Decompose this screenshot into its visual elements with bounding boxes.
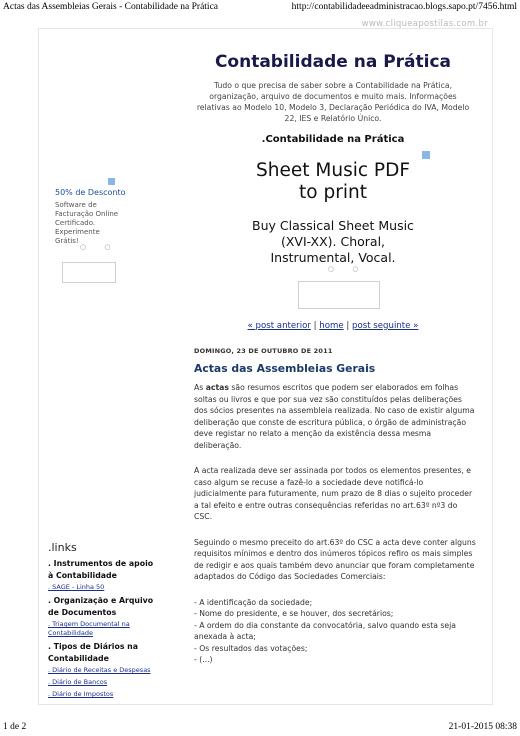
- post-list-item: - Os resultados das votações;: [194, 643, 308, 653]
- print-header-title: Actas das Assembleias Gerais - Contabilidade na Prática: [3, 2, 219, 12]
- prev-post-link[interactable]: « post anterior: [247, 321, 311, 331]
- sidebar-ad-line: Certificado.: [55, 219, 96, 227]
- sidebar-ad-line: Software de: [55, 201, 97, 209]
- main-ad-button[interactable]: [298, 281, 380, 309]
- print-header: [3, 2, 517, 12]
- post-paragraph: A acta realizada deve ser assinada por todos os elementos presentes, e caso algum se recuse a fazê-lo a sociedade deve notificá-lo judicialmente para futuramente, num prazo de 8 dias o sujeito proceder a tal efeito e entre outras consequências referidas no art.63º nº3 do CSC.: [194, 466, 473, 521]
- links-section: . Instrumentos de apoio à Contabilidade: [48, 559, 154, 580]
- nav-separator: |: [343, 321, 352, 331]
- post-paragraph: [194, 382, 476, 451]
- link-item[interactable]: . Triagem Documental na Contabilidade: [48, 620, 130, 637]
- nav-separator: |: [310, 321, 320, 331]
- links-section: . Tipos de Diários na Contabilidade: [48, 642, 138, 663]
- main-ad-body: (XVI-XX). Choral,: [280, 234, 386, 249]
- main-ad-body: Instrumental, Vocal.: [270, 250, 396, 265]
- post-paragraph: Seguindo o mesmo preceito do art.63º do CSC a acta deve conter alguns requisitos mínimos e dentro dos inúmeros tópicos refiro os mais simples de redigir e aos quais também devo anunciar que foram completamente adaptados do Código das Sociedades Comerciais:: [194, 537, 476, 581]
- main-ad-body: Buy Classical Sheet Music: [252, 218, 414, 233]
- print-footer-page: 1 de 2: [3, 722, 27, 732]
- next-post-link[interactable]: post seguinte »: [352, 321, 419, 331]
- post-list-item: - A ordem do dia constante da convocatória, salvo quando esta seja anexada à acta;: [194, 620, 457, 641]
- blog-title[interactable]: Contabilidade na Prática: [214, 52, 452, 72]
- print-footer: [3, 722, 517, 732]
- post-title[interactable]: Actas das Assembleias Gerais: [194, 362, 376, 375]
- sidebar-ad[interactable]: [55, 188, 126, 246]
- post-list-item: - Nome do presidente, e se houver, dos secretários;: [194, 609, 394, 618]
- sidebar-ad-title[interactable]: 50% de Desconto: [55, 188, 126, 197]
- watermark: www.cliqueapostilas.com.br: [361, 19, 488, 29]
- post-body: [194, 382, 476, 666]
- sidebar-ad-line: Facturação Online: [55, 210, 119, 218]
- link-item[interactable]: . SAGE - Linha 50: [48, 583, 105, 591]
- links-section: . Organização e Arquivo de Documentos: [48, 596, 154, 617]
- print-footer-date: 21-01-2015 08:38: [448, 722, 517, 732]
- home-link[interactable]: home: [319, 321, 344, 331]
- link-item[interactable]: . Diário de Bancos: [48, 678, 108, 686]
- links-list: [48, 557, 160, 702]
- main-ad[interactable]: [194, 160, 472, 266]
- post-text: As: [194, 383, 206, 392]
- adchoices-icon[interactable]: [422, 151, 430, 159]
- main-ad-headline[interactable]: to print: [299, 182, 367, 203]
- blog-subtitle: .Contabilidade na Prática: [261, 134, 405, 145]
- post-list-item: - (...): [194, 655, 213, 664]
- links-heading: .links: [48, 541, 77, 554]
- link-item[interactable]: . Diário de Impostos: [48, 690, 114, 698]
- post-navigation: [194, 321, 472, 331]
- adchoices-icon[interactable]: [108, 178, 115, 185]
- sidebar-ad-line: Experimente Grátis!: [55, 228, 100, 245]
- sidebar-ad-button[interactable]: [62, 262, 116, 283]
- post-keyword: actas: [205, 383, 229, 392]
- main-ad-headline[interactable]: Sheet Music PDF: [256, 160, 410, 181]
- post-text: são resumos escritos que podem ser elaborados em folhas soltas ou livros e que por sua vez são constituídos pelas deliberações dos sócios presentes na assembleia realizada. No caso de existir alguma deliberação que conste de escritura pública, o órgão de administração deve registar no relato a menção da existência dessa mesma deliberação.: [194, 383, 475, 450]
- main-ad-pager-dots[interactable]: ○ ○: [328, 265, 367, 273]
- sidebar-ad-pager-dots[interactable]: ○ ○: [80, 243, 119, 251]
- link-item[interactable]: . Diário de Receitas e Despesas: [48, 666, 151, 674]
- blog-header: [194, 52, 472, 145]
- print-header-url: http://contabilidadeeadministracao.blogs.sapo.pt/7456.html: [291, 2, 517, 12]
- blog-description: Tudo o que precisa de saber sobre a Contabilidade na Prática, organização, arquivo de documentos e muito mais. Informações relativas ao Modelo 10, Modelo 3, Declaração Periódica do IVA, Modelo 22, IES e Relatório Único.: [196, 81, 470, 123]
- post-date: DOMINGO, 23 DE OUTUBRO DE 2011: [194, 347, 333, 355]
- post-list-item: - A identificação da sociedade;: [194, 597, 313, 607]
